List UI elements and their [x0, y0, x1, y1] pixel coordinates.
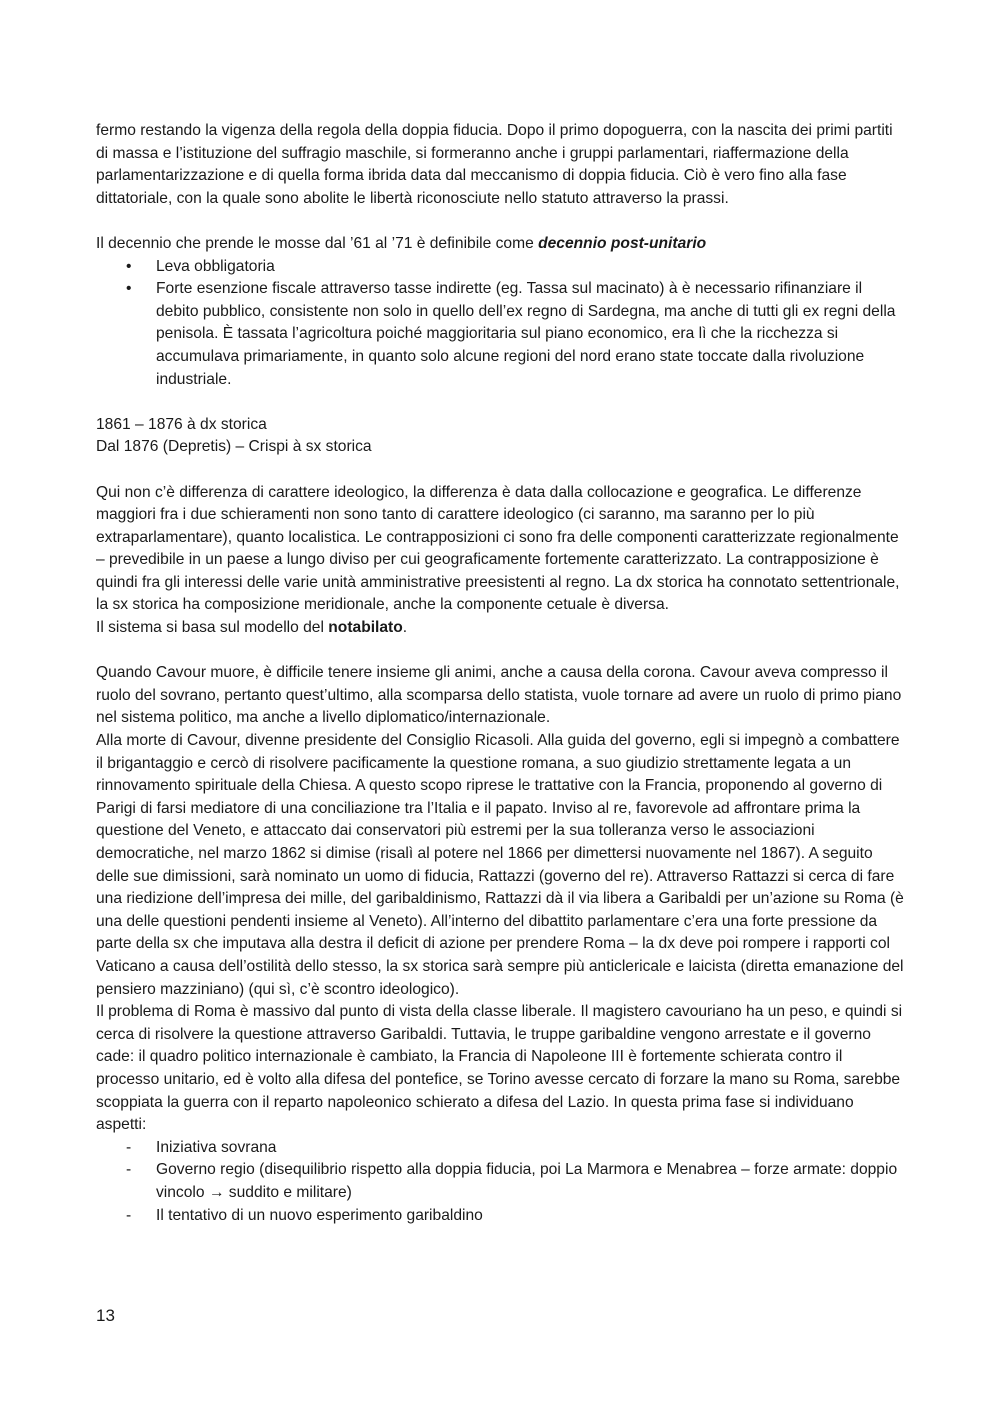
notabilato-end: .	[402, 619, 408, 637]
spacer	[96, 210, 908, 233]
dash-item	[96, 1159, 908, 1204]
timeline-dx-storica: 1861 – 1876 à dx storica	[96, 415, 267, 433]
dash-marker: -	[126, 1161, 132, 1179]
paragraph-decennio	[96, 233, 908, 256]
timeline-sx-storica: Dal 1876 (Depretis) – Crispi à sx storica	[96, 438, 372, 456]
bullet-marker: •	[126, 280, 132, 298]
dash-text: Governo regio (disequilibrio rispetto alla doppia fiducia, poi La Marmora e Menabrea – forze armate: doppio vincolo → suddito e militare)	[156, 1161, 898, 1201]
dash-item	[96, 1137, 908, 1160]
paragraph-doppia-fiducia: fermo restando la vigenza della regola della doppia fiducia. Dopo il primo dopoguerra, con la nascita dei primi partiti di massa e l’istituzione del suffragio maschile, si formeranno anche i gruppi parlamentari, riaffermazione della parlamentarizzazione e di quella forma ibrida data dal meccanismo di doppia fiducia. Ciò è vero fino alla fase dittatoriale, con la quale sono abolite le libertà riconosciute nello statuto attraverso la prassi.	[96, 122, 893, 207]
bullet-text: Forte esenzione fiscale attraverso tasse indirette (eg. Tassa sul macinato) à è necessario rifinanziare il debito pubblico, consistente non solo in quello dell’ex regno di Sardegna, ma anche di tutti gli ex regni della penisola. È tassata l’agricoltura poiché maggioritaria sul piano economico, era lì che la ricchezza si accumulava primariamente, in quanto solo alcune regioni del nord erano state toccate dalla rivoluzione industriale.	[156, 280, 896, 388]
dash-list	[96, 1137, 908, 1227]
dash-text: Iniziativa sovrana	[156, 1138, 277, 1156]
notabilato-bold: notabilato	[328, 619, 403, 637]
paragraph-notabilato	[96, 617, 908, 640]
spacer	[96, 391, 908, 414]
paragraph-ricasoli: Alla morte di Cavour, divenne presidente del Consiglio Ricasoli. Alla guida del governo, egli si impegnò a combattere il brigantaggio e cercò di risolvere pacificamente la questione romana, a suo giudizio strettamente legata a un rinnovamento spirituale della Chiesa. A questo scopo riprese le trattative con la Francia, proponendo al governo di Parigi di farsi mediatore di una conciliazione tra l’Italia e il papato. Inviso al re, favorevole ad affrontare prima la questione del Veneto, e attaccato dai conservatori più estremi per la sua tolleranza verso le associazioni democratiche, nel marzo 1862 si dimise (risalì al potere nel 1866 per dimettersi nuovamente nel 1867). A seguito delle sue dimissioni, sarà nominato un uomo di fiducia, Rattazzi (governo del re). Attraverso Rattazzi si cerca di fare una riedizione dell’impresa dei mille, del garibaldinismo, Rattazzi dà il via libera a Garibaldi per un’azione su Roma (è una delle questioni pendenti insieme al Veneto). All’interno del dibattito parlamentare c’era una forte pressione da parte della sx che imputava alla destra il deficit di azione per prendere Roma – la dx deve poi rompere i rapporti col Vaticano a causa dell’ostilità dello stesso, la sx storica sarà sempre più anticlericale e laicista (diretta emanazione del pensiero mazziniano) (qui sì, c’è scontro ideologico).	[96, 732, 904, 998]
bullet-text: Leva obbligatoria	[156, 257, 275, 275]
bullet-item	[96, 256, 908, 279]
paragraph-roma: Il problema di Roma è massivo dal punto di vista della classe liberale. Il magistero cavouriano ha un peso, e quindi si cerca di risolvere la questione attraverso Garibaldi. Tuttavia, le truppe garibaldine vengono arrestate e il governo cade: il quadro politico internazionale è cambiato, la Francia di Napoleone III è fortemente schierata contro il processo unitario, ed è volto alla difesa del pontefice, se Torino avesse cercato di forzare la mano su Roma, sarebbe scoppiata la guerra con il reparto napoleonico schierato a difesa del Lazio. In questa prima fase si individuano aspetti:	[96, 1003, 903, 1134]
bullet-marker: •	[126, 257, 132, 275]
page-number: 13	[96, 1306, 115, 1325]
paragraph-differenza: Qui non c’è differenza di carattere ideologico, la differenza è data dalla collocazione e geografica. Le differenze maggiori fra i due schieramenti non sono tanto di carattere ideologico (ci saranno, ma saranno per lo più extraparlamentare), quanto localistica. Le contrapposizioni ci sono fra delle componenti caratterizzate regionalmente – prevedibile in un paese a lungo diviso per cui geograficamente fortemente caratterizzato. La contrapposizione è quindi fra gli interessi delle varie unità amministrative preesistenti al regno. La dx storica ha connotato settentrionale, la sx storica ha composizione meridionale, anche la componente cetuale è diversa.	[96, 483, 900, 614]
notabilato-intro: Il sistema si basa sul modello del	[96, 619, 329, 637]
spacer	[96, 640, 908, 663]
spacer	[96, 459, 908, 482]
dash-item	[96, 1205, 908, 1228]
bullet-item	[96, 278, 908, 391]
dash-text: Il tentativo di un nuovo esperimento garibaldino	[156, 1206, 483, 1224]
decennio-emphasis: decennio post-unitario	[538, 234, 707, 252]
dash-marker: -	[126, 1138, 132, 1156]
decennio-intro: Il decennio che prende le mosse dal ’61 al ’71 è definibile come	[96, 234, 539, 252]
dash-marker: -	[126, 1206, 132, 1224]
paragraph-cavour: Quando Cavour muore, è difficile tenere insieme gli animi, anche a causa della corona. Cavour aveva compresso il ruolo del sovrano, pertanto quest’ultimo, alla scomparsa dello statista, vuole tornare ad avere un ruolo di primo piano nel sistema politico, ma anche a livello diplomatico/internazionale.	[96, 664, 902, 727]
document-body	[96, 120, 908, 1227]
bullet-list	[96, 256, 908, 392]
